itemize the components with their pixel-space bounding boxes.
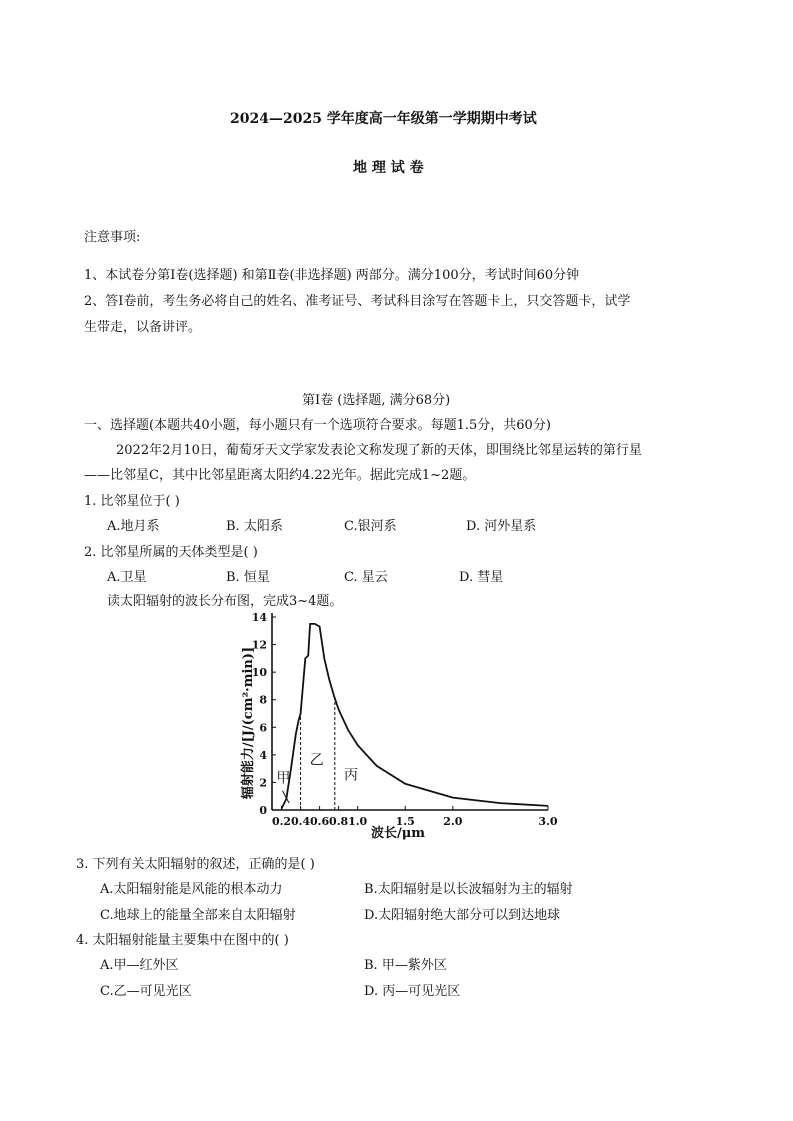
y-tick-label: 12: [251, 638, 267, 652]
passage-line-2: ——比邻星C，其中比邻星距离太阳约4.22光年。据此完成1~2题。: [84, 468, 476, 483]
y-tick-label: 0: [259, 804, 267, 817]
x-tick-label: 0.4: [290, 815, 311, 828]
q1-option-a[interactable]: A.地月系: [107, 519, 160, 534]
x-tick-label: 1.0: [348, 815, 368, 828]
notice-item-2-cont: 生带走，以备讲评。: [84, 320, 202, 335]
solar-radiation-chart: [230, 605, 570, 845]
q3-option-b[interactable]: B.太阳辐射是以长波辐射为主的辐射: [364, 882, 573, 897]
q3-option-d[interactable]: D.太阳辐射绝大部分可以到达地球: [364, 908, 561, 923]
x-tick-label: 0.6: [310, 815, 330, 828]
radiation-curve: [282, 624, 549, 809]
region-label: 丙: [343, 767, 358, 784]
q1-option-c[interactable]: C.银河系: [344, 519, 397, 534]
x-tick-label: 0.2: [271, 815, 292, 828]
notice-item-1: 1、本试卷分第Ⅰ卷(选择题) 和第Ⅱ卷(非选择题) 两部分。满分100分，考试时间60分钟: [84, 268, 580, 283]
q1-option-d[interactable]: D. 河外星系: [466, 519, 537, 534]
notice-item-2: 2、答Ⅰ卷前，考生务必将自己的姓名、准考证号、考试科目涂写在答题卡上，只交答题卡，试学: [84, 294, 631, 309]
question-4: 4. 太阳辐射能量主要集中在图中的( ): [76, 933, 289, 948]
x-tick-label: 2.0: [443, 815, 463, 828]
y-tick-label: 10: [251, 666, 267, 680]
q2-option-a[interactable]: A.卫星: [107, 570, 147, 585]
x-tick-label: 3.0: [538, 815, 558, 828]
y-tick-label: 4: [259, 748, 267, 762]
chart-ylabel: 辐射能力/[J/(cm²·min)]: [241, 646, 256, 800]
notice-heading: 注意事项:: [84, 230, 141, 245]
passage-line-1: 2022年2月10日，葡萄牙天文学家发表论文称发现了新的天体，即围绕比邻星运转的第行星: [116, 443, 642, 458]
q2-option-d[interactable]: D. 彗星: [459, 570, 504, 585]
q4-option-a[interactable]: A.甲—红外区: [100, 958, 179, 973]
question-3: 3. 下列有关太阳辐射的叙述，正确的是( ): [76, 857, 315, 872]
region-label: 甲: [276, 770, 291, 787]
section-heading: 一、选择题(本题共40小题，每小题只有一个选项符合要求。每题1.5分，共60分): [84, 418, 551, 433]
part1-heading: 第Ⅰ卷 (选择题, 满分68分): [302, 393, 451, 408]
y-tick-label: 6: [259, 721, 267, 735]
q4-option-d[interactable]: D. 丙—可见光区: [364, 984, 461, 999]
question-2: 2. 比邻星所属的天体类型是( ): [84, 545, 258, 560]
x-tick-label: 1.5: [395, 815, 415, 828]
q2-option-c[interactable]: C. 星云: [344, 570, 388, 585]
region-label: 乙: [309, 752, 324, 769]
y-tick-label: 2: [259, 776, 267, 790]
chart-intro: 读太阳辐射的波长分布图，完成3~4题。: [107, 594, 343, 609]
q4-option-b[interactable]: B. 甲—紫外区: [364, 958, 447, 973]
q4-option-c[interactable]: C.乙—可见光区: [100, 984, 192, 999]
subject-title: 地 理 试 卷: [353, 160, 424, 176]
q3-option-c[interactable]: C.地球上的能量全部来自太阳辐射: [100, 908, 296, 923]
exam-title: 2024—2025 学年度高一年级第一学期期中考试: [230, 111, 537, 127]
x-tick-label: 0.8: [329, 815, 349, 828]
question-1: 1. 比邻星位于( ): [84, 494, 180, 509]
y-tick-label: 8: [259, 693, 267, 707]
y-tick-label: 14: [251, 611, 267, 624]
q1-option-b[interactable]: B. 太阳系: [226, 519, 283, 534]
q2-option-b[interactable]: B. 恒星: [226, 570, 270, 585]
q3-option-a[interactable]: A.太阳辐射能是风能的根本动力: [100, 882, 283, 897]
chart-xlabel: 波长/μm: [370, 826, 426, 841]
